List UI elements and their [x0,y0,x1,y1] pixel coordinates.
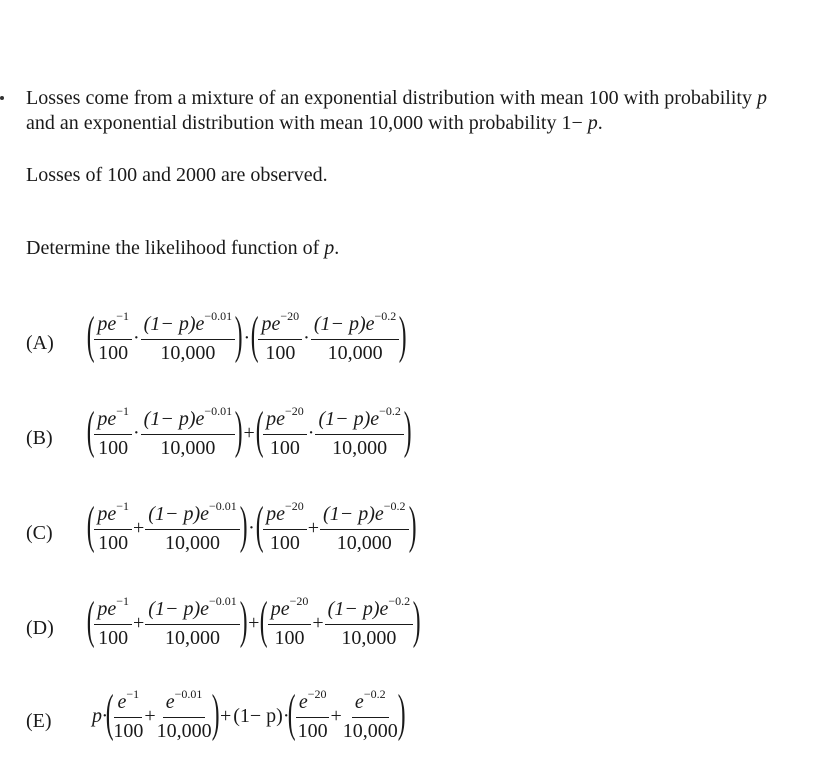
fraction: $\frac{pe^{-20}}{100}$ [258,313,302,364]
fraction: $\frac{pe^{-20}}{100}$ [263,503,307,554]
option-b-expression: ( $\frac{pe^{-1}}{100}$ · $\frac{(1- p)e^{-0.01}}{10,000}$ ) + ( $\frac{pe^{-20}}{100}$ · $\frac{(1- p)e^{-0.2}}{10,000}$ ) [86,402,412,459]
problem-line-2: and an exponential distribution with mean 10,000 with probability 1− [26,112,588,134]
problem-statement [26,86,767,136]
option-c-expression: ( $\frac{pe^{-1}}{100}$ + $\frac{(1- p)e^{-0.01}}{10,000}$ ) · ( $\frac{pe^{-20}}{100}$ + $\frac{(1- p)e^{-0.2}}{10,000}$ ) [86,497,417,554]
period: . [334,237,340,259]
fraction: $\frac{(1- p)e^{-0.01}}{10,000}$ [141,408,235,459]
fraction: $\frac{e^{-20}}{100}$ [297,686,328,742]
option-label: (B) [26,427,53,449]
option-e-expression: p· ( $\frac{e^{-1}}{100}$ + $\frac{e^{-0.01}}{10,000}$ ) + (1− p)· ( $\frac{e^{-20}}{100}$ + $\frac{e^{-0.2}}{10,000}$ ) [92,685,406,742]
variable-p: p [756,87,767,109]
question-text: Determine the likelihood function of [26,237,325,259]
fraction: $\frac{pe^{-1}}{100}$ [94,408,132,459]
question [26,236,339,261]
fraction: $\frac{(1- p)e^{-0.01}}{10,000}$ [141,313,235,364]
fraction: $\frac{pe^{-1}}{100}$ [94,598,132,649]
fraction: $\frac{pe^{-20}}{100}$ [268,598,312,649]
fraction: $\frac{e^{-1}}{100}$ [113,686,144,742]
option-label: (D) [26,617,54,639]
fraction: $\frac{pe^{-1}}{100}$ [94,503,132,554]
option-label: (C) [26,522,53,544]
option-label: (A) [26,332,54,354]
option-a-expression: ( $\frac{pe^{-1}}{100}$ · $\frac{(1- p)e^{-0.01}}{10,000}$ ) · ( $\frac{pe^{-20}}{100}$ · $\frac{(1- p)e^{-0.2}}{10,000}$ ) [86,307,407,364]
fraction: $\frac{e^{-0.2}}{10,000}$ [342,686,398,742]
variable-p: p [324,237,335,259]
variable-p: p [587,112,598,134]
problem-line-1: Losses come from a mixture of an exponential distribution with mean 100 with probability [26,87,757,109]
fraction: $\frac{pe^{-20}}{100}$ [263,408,307,459]
option-d-expression: ( $\frac{pe^{-1}}{100}$ + $\frac{(1- p)e^{-0.01}}{10,000}$ ) + ( $\frac{pe^{-20}}{100}$ + $\frac{(1- p)e^{-0.2}}{10,000}$ ) [86,592,421,649]
fraction: $\frac{e^{-0.01}}{10,000}$ [156,686,212,742]
fraction: $\frac{(1- p)e^{-0.2}}{10,000}$ [315,408,403,459]
bullet-marker [0,96,4,100]
observed-losses: Losses of 100 and 2000 are observed. [26,164,328,186]
fraction: $\frac{(1- p)e^{-0.01}}{10,000}$ [145,598,239,649]
fraction: $\frac{pe^{-1}}{100}$ [94,313,132,364]
fraction: $\frac{(1- p)e^{-0.2}}{10,000}$ [320,503,408,554]
fraction: $\frac{(1- p)e^{-0.01}}{10,000}$ [145,503,239,554]
option-label: (E) [26,710,52,732]
fraction: $\frac{(1- p)e^{-0.2}}{10,000}$ [311,313,399,364]
period: . [597,112,603,134]
fraction: $\frac{(1- p)e^{-0.2}}{10,000}$ [325,598,413,649]
